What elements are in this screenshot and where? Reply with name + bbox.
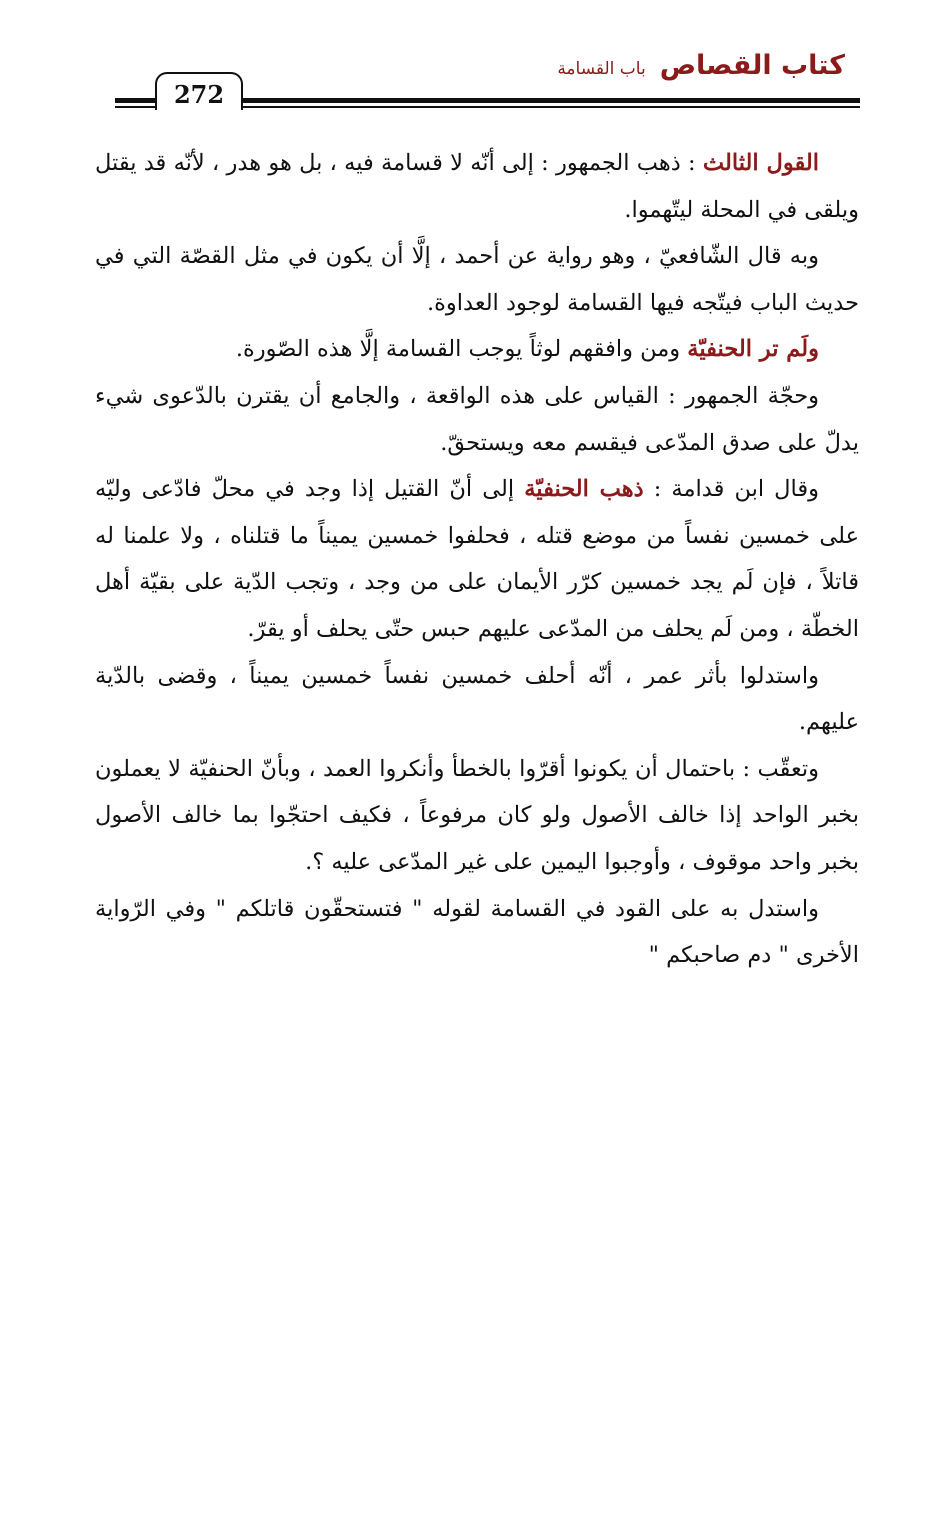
- paragraph-text: : ذهب الجمهور : إلى أنّه لا قسامة فيه ، بل هو هدر ، لأنّه قد يقتل ويلقى في المحلة ليتّهموا.: [95, 150, 859, 223]
- paragraph-text: وتعقّب : باحتمال أن يكونوا أقرّوا بالخطأ وأنكروا العمد ، وبأنّ الحنفيّة لا يعملون بخبر الواحد إذا خالف الأصول ولو كان مرفوعاً ، فكيف احتجّوا بما خالف الأصول بخبر واحد موقوف ، وأوجبوا اليمين على غير المدّعى عليه ؟.: [95, 755, 859, 875]
- paragraph-text: وحجّة الجمهور : القياس على هذه الواقعة ، والجامع أن يقترن بالدّعوى شيء يدلّ على صدق المدّعى فيقسم معه ويستحقّ.: [95, 382, 859, 456]
- paragraph-text: واستدلوا بأثر عمر ، أنّه أحلف خمسين نفساً خمسين يميناً ، وقضى بالدّية عليهم.: [95, 662, 859, 736]
- paragraph: [95, 746, 859, 886]
- highlighted-phrase: ولَم تر الحنفيّة: [687, 336, 819, 363]
- page-number: 272: [173, 79, 225, 109]
- paragraph: [95, 326, 859, 373]
- book-title: كتاب القصاص: [659, 50, 845, 81]
- paragraph-text: إلى أنّ القتيل إذا وجد في محلّ فادّعى وليّه على خمسين نفساً من موضع قتله ، فحلفوا خمسين يميناً ما قتلناه ، ولا علمنا له قاتلاً ، فإن لَم يجد خمسين كرّر الأيمان على من وجد ، وتجب الدّية على بقيّة أهل الخطّة ، ومن لَم يحلف من المدّعى عليهم حبس حتّى يحلف أو يقرّ.: [95, 476, 859, 642]
- body-text: [95, 140, 859, 979]
- running-header: [557, 50, 845, 90]
- paragraph: [95, 886, 859, 979]
- paragraph: [95, 373, 859, 466]
- paragraph: [95, 653, 859, 746]
- page-number-tab: [155, 72, 243, 110]
- paragraph: [95, 233, 859, 326]
- paragraph-text: ومن وافقهم لوثاً يوجب القسامة إلَّا هذه الصّورة.: [235, 336, 688, 363]
- highlighted-phrase: ذهب الحنفيّة: [524, 476, 644, 503]
- paragraph-text: واستدل به على القود في القسامة لقوله " فتستحقّون قاتلكم " وفي الرّواية الأخرى " دم صاحبكم ": [95, 895, 859, 969]
- paragraph-prefix: وقال ابن قدامة :: [643, 476, 819, 503]
- highlighted-phrase: القول الثالث: [702, 150, 819, 176]
- paragraph: [95, 140, 859, 233]
- paragraph-text: وبه قال الشّافعيّ ، وهو رواية عن أحمد ، إلَّا أن يكون في مثل القصّة التي في حديث الباب فيتّجه فيها القسامة لوجود العداوة.: [95, 243, 859, 316]
- chapter-title: باب القسامة: [557, 59, 646, 79]
- paragraph: [95, 466, 859, 652]
